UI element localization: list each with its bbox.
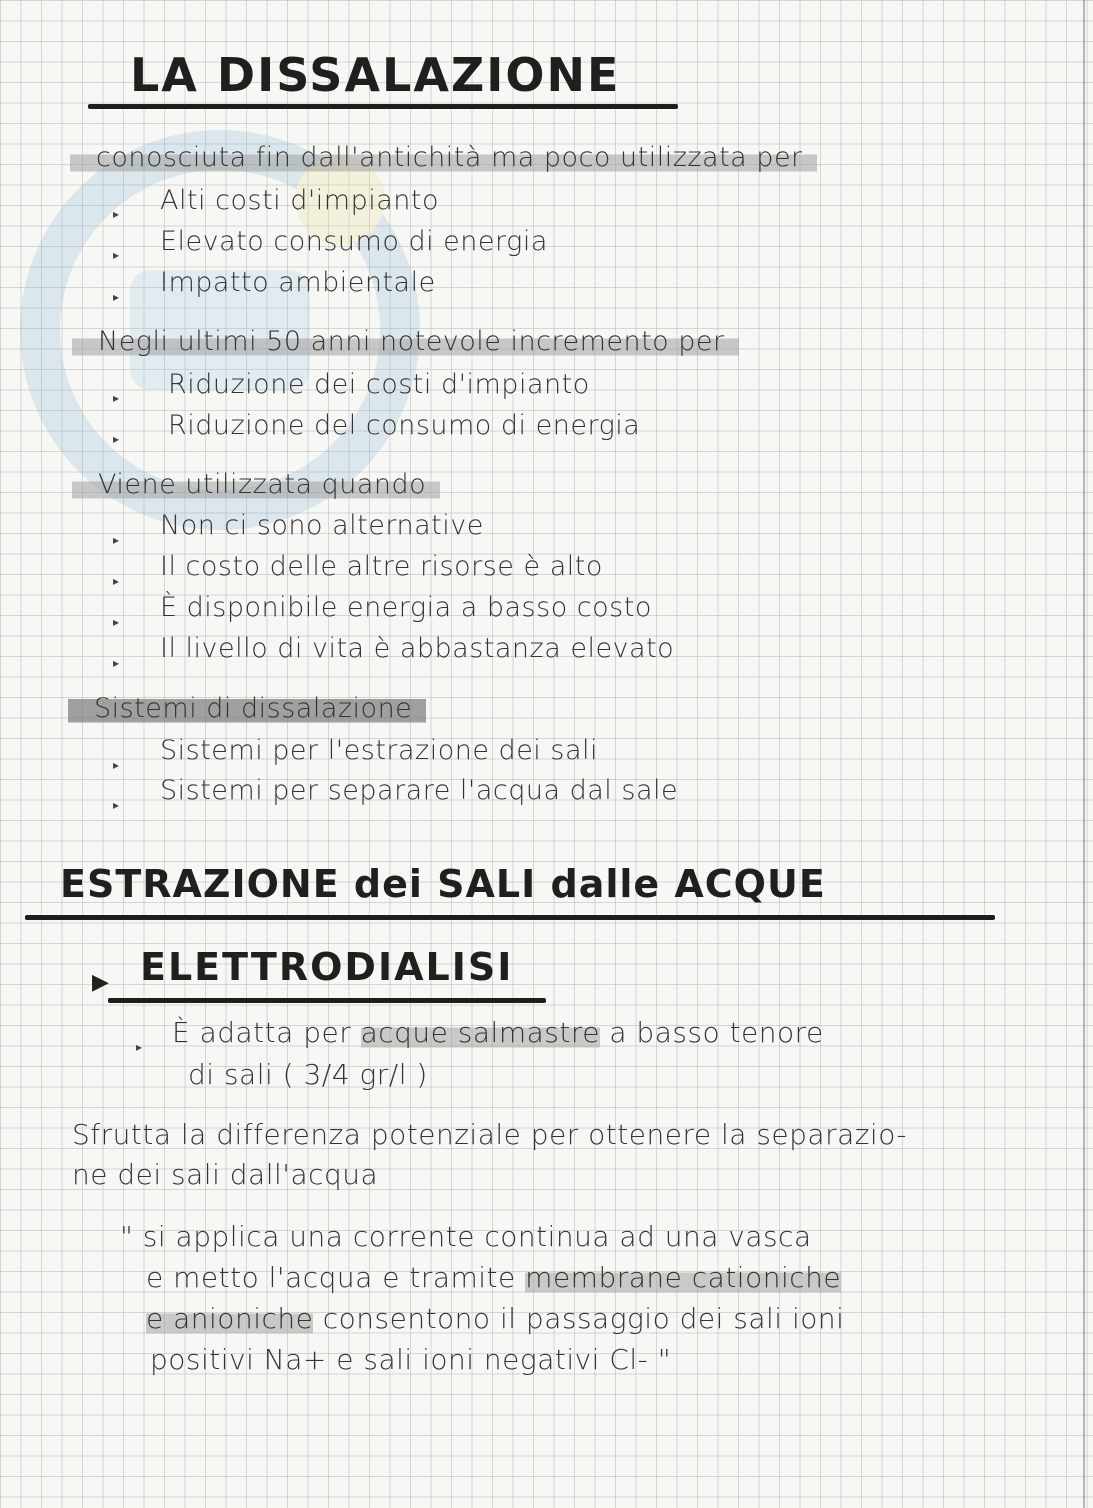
- point-line-2: di sali ( 3/4 gr/l ): [188, 1058, 428, 1091]
- paragraph-line: ne dei sali dall'acqua: [72, 1158, 379, 1191]
- intro-heading: conosciuta fin dall'antichità ma poco utilizzata per: [70, 142, 817, 173]
- list-item: Riduzione del consumo di energia: [168, 410, 641, 441]
- quote-line: " si applica una corrente continua ad una vasca: [120, 1220, 812, 1253]
- section-title-underline: [25, 915, 995, 920]
- subsection-title: ELETTRODIALISI: [140, 945, 514, 989]
- bullet-icon: ▸: [113, 798, 120, 812]
- list-item: Il costo delle altre risorse è alto: [160, 551, 603, 582]
- quote-text: consentono il passaggio dei sali ioni: [313, 1302, 845, 1335]
- list-item: Il livello di vita è abbastanza elevato: [160, 633, 675, 664]
- page-title: LA DISSALAZIONE: [130, 48, 621, 102]
- list-item: Alti costi d'impianto: [160, 185, 440, 216]
- bullet-icon: ▸: [113, 615, 120, 629]
- bullet-icon: ▸: [113, 248, 120, 262]
- quote-highlight: e anioniche: [146, 1302, 314, 1335]
- bullet-icon: ▸: [113, 207, 120, 221]
- quote-line: [146, 1302, 844, 1335]
- systems-heading: Sistemi di dissalazione: [68, 693, 426, 724]
- list-item: È disponibile energia a basso costo: [160, 592, 652, 623]
- quote-text: e metto l'acqua e tramite: [146, 1261, 526, 1294]
- subtitle-bullet-icon: ▶: [92, 970, 109, 995]
- title-underline: [88, 104, 678, 109]
- bullet-icon: ▸: [113, 432, 120, 446]
- list-item: Sistemi per l'estrazione dei sali: [160, 735, 599, 766]
- point-text: a basso tenore: [599, 1016, 824, 1049]
- paragraph-line: Sfrutta la differenza potenziale per ottenere la separazio-: [72, 1118, 907, 1151]
- bullet-icon: ▸: [113, 574, 120, 588]
- bullet-icon: ▸: [136, 1040, 143, 1054]
- list-item: Impatto ambientale: [160, 267, 436, 298]
- list-item: Sistemi per separare l'acqua dal sale: [160, 775, 679, 806]
- list-item: Riduzione dei costi d'impianto: [168, 369, 590, 400]
- quote-line: positivi Na+ e sali ioni negativi Cl- ": [150, 1343, 672, 1376]
- bullet-icon: ▸: [113, 290, 120, 304]
- bullet-icon: ▸: [113, 391, 120, 405]
- subsection-underline: [108, 998, 546, 1003]
- recent-heading: Negli ultimi 50 anni notevole incremento per: [72, 326, 739, 357]
- when-heading: Viene utilizzata quando: [72, 469, 440, 500]
- point-line-1: [172, 1016, 824, 1049]
- point-text: È adatta per: [172, 1016, 361, 1049]
- page-margin-line: [1083, 0, 1085, 1508]
- quote-highlight: membrane cationiche: [525, 1261, 842, 1294]
- bullet-icon: ▸: [113, 656, 120, 670]
- point-highlight: acque salmastre: [360, 1016, 600, 1049]
- quote-line: [146, 1261, 841, 1294]
- bullet-icon: ▸: [113, 758, 120, 772]
- bullet-icon: ▸: [113, 533, 120, 547]
- list-item: Elevato consumo di energia: [160, 226, 548, 257]
- list-item: Non ci sono alternative: [160, 510, 484, 541]
- section-title: ESTRAZIONE dei SALI dalle ACQUE: [60, 862, 826, 906]
